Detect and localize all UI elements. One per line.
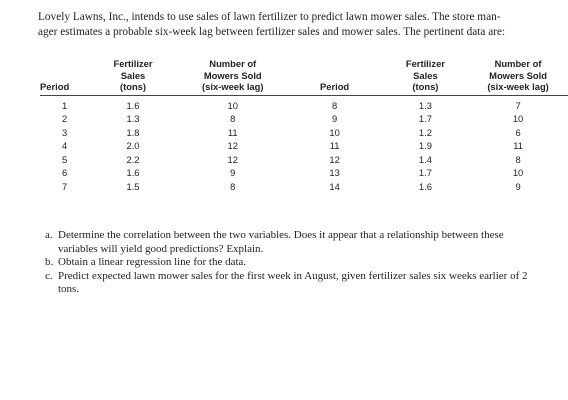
table-row [40,153,568,167]
table-cell: 1.6 [418,180,432,192]
table-cell: 12 [227,153,238,165]
table-cell: 1.8 [126,126,140,138]
table-cell: 4 [62,140,68,151]
table-cell: 10 [329,126,340,138]
header-period-2 [286,58,382,95]
table-cell: 11 [227,126,238,138]
table-cell: 1.7 [418,167,432,178]
table-cell: 10 [227,99,238,111]
table-row [40,112,568,126]
table-cell: 10 [512,167,524,178]
table-cell: 11 [329,140,340,151]
header-line: Fertilizer [113,58,153,69]
table-cell: 1.9 [418,140,432,151]
table-cell: 1.3 [126,113,140,124]
header-line: Mowers Sold [203,69,262,81]
header-line: (tons) [412,81,439,92]
header-fertilizer-sales-2 [383,58,468,95]
table-cell: 9 [230,167,236,178]
table-cell: 1.6 [126,99,140,111]
header-mowers-sold-2 [468,58,568,95]
table-cell: 12 [329,153,340,165]
header-line: Period [40,81,70,92]
intro-line: Lovely Lawns, Inc., intends to use sales of lawn fertilizer to predict lawn mower sales. The store man- [38,11,501,23]
question-item [45,256,545,270]
table-header-row [40,58,568,95]
table-cell: 1.4 [418,153,432,165]
table-cell: 1.6 [126,167,140,178]
table-row [40,126,568,140]
table-cell: 6 [515,126,521,138]
question-label: b. [45,256,54,268]
question-text: Determine the correlation between the two variables. Does it appear that a relationship between these variables will yield good predictions? Explain. [58,229,504,255]
question-item [45,270,545,297]
table-cell: 1 [62,99,68,111]
table-cell: 1.2 [418,126,432,138]
table-cell: 10 [512,113,524,124]
table-cell: 9 [515,180,521,192]
table-cell: 14 [329,180,340,192]
table-cell: 8 [230,113,236,124]
intro-line: ager estimates a probable six-week lag between fertilizer sales and mower sales. The pertinent data are: [38,26,506,38]
table-row [40,180,568,194]
table-cell: 7 [515,99,521,111]
header-line: Period [319,81,350,92]
table-cell: 2.2 [126,153,140,165]
header-line: (six-week lag) [202,81,264,92]
header-line: Sales [413,69,438,81]
header-line: Number of [494,58,542,69]
header-fertilizer-sales-1 [87,58,179,95]
table-cell: 1.3 [418,99,432,111]
header-line: (tons) [119,81,147,92]
question-text: Predict expected lawn mower sales for the first week in August, given fertilizer sales six weeks earlier of 2 tons. [58,269,528,295]
header-line: Fertilizer [405,58,445,69]
table-row [40,95,568,112]
table-cell: 1.5 [126,180,140,192]
table-cell: 8 [230,180,236,192]
table-cell: 2.0 [126,140,140,151]
question-label: c. [45,269,53,282]
data-table [40,58,568,193]
header-line: Number of [209,58,257,69]
table-cell: 1.7 [418,113,432,124]
table-cell: 2 [62,113,68,124]
question-text: Obtain a linear regression line for the data. [58,256,247,268]
table-cell: 9 [331,113,338,124]
header-line: Sales [120,69,146,81]
table-cell: 7 [62,180,68,192]
question-item [45,229,545,256]
table-cell: 8 [331,99,338,111]
table-cell: 12 [227,140,238,151]
question-list [45,229,545,297]
table-cell: 11 [513,140,523,151]
table-cell: 5 [62,153,68,165]
header-line: (six-week lag) [487,81,549,92]
header-mowers-sold-1 [179,58,286,95]
table-cell: 6 [62,167,68,178]
table-cell: 13 [329,167,340,178]
header-period-1 [40,58,87,95]
table-cell: 3 [62,126,68,138]
question-label: a. [45,229,53,241]
table-cell: 8 [515,153,521,165]
table-row [40,166,568,180]
problem-intro [38,10,538,40]
header-line: Mowers Sold [489,69,547,81]
table-row [40,139,568,153]
